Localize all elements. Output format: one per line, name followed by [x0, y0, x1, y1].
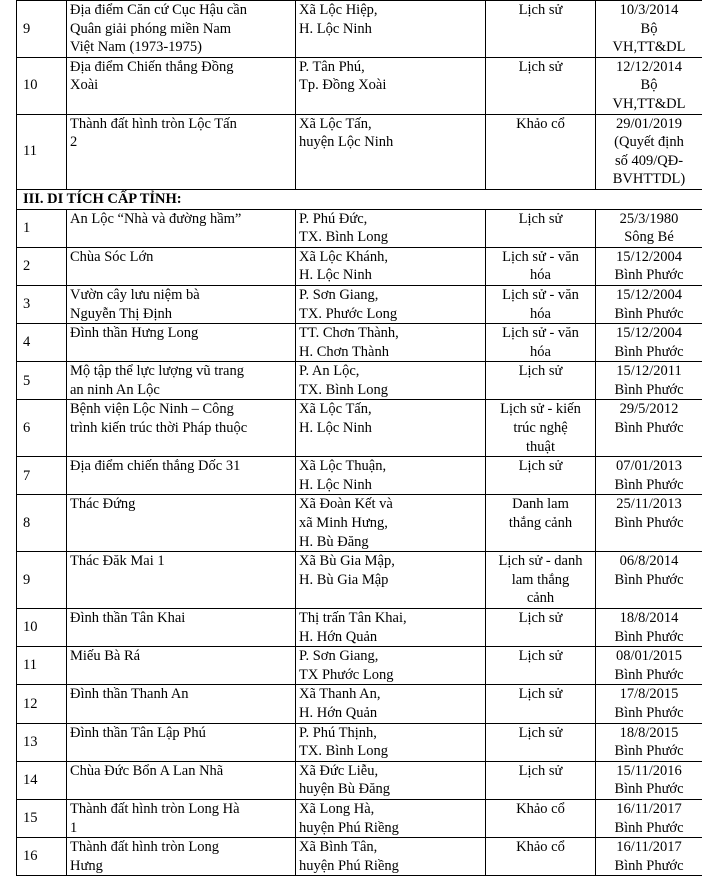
- row-number-text: 6: [23, 419, 63, 438]
- site-name-text: Bệnh viện Lộc Ninh – Công trình kiến trúc thời Pháp thuộc: [70, 400, 292, 437]
- row-number: [17, 838, 67, 876]
- recognition-date-text: 16/11/2017 Bình Phước: [599, 838, 699, 875]
- site-location-text: Xã Bù Gia Mập, H. Bù Gia Mập: [299, 552, 482, 589]
- site-location: [296, 209, 486, 247]
- table-row: [17, 324, 702, 362]
- site-name: [67, 400, 296, 457]
- site-type-text: Khảo cổ: [489, 838, 592, 857]
- provincial-section-header: [17, 189, 702, 209]
- table-row: [17, 723, 702, 761]
- site-name-text: Địa điểm chiến thắng Dốc 31: [70, 457, 292, 476]
- site-type: [486, 362, 596, 400]
- site-location: [296, 457, 486, 495]
- site-location: [296, 647, 486, 685]
- site-location: [296, 1, 486, 58]
- row-number: [17, 457, 67, 495]
- table-row: [17, 114, 702, 189]
- site-name: [67, 552, 296, 609]
- site-name: [67, 457, 296, 495]
- recognition-date: [596, 761, 702, 799]
- recognition-date-text: 15/11/2016 Bình Phước: [599, 762, 699, 799]
- site-location-text: Thị trấn Tân Khai, H. Hớn Quản: [299, 609, 482, 646]
- row-number: [17, 247, 67, 285]
- site-location-text: Xã Lộc Khánh, H. Lộc Ninh: [299, 248, 482, 285]
- national-rows: [17, 1, 702, 190]
- site-type: [486, 457, 596, 495]
- recognition-date-text: 25/3/1980 Sông Bé: [599, 210, 699, 247]
- site-location: [296, 324, 486, 362]
- site-type: [486, 247, 596, 285]
- row-number: [17, 362, 67, 400]
- site-type: [486, 552, 596, 609]
- site-location: [296, 609, 486, 647]
- recognition-date: [596, 609, 702, 647]
- site-location: [296, 552, 486, 609]
- table-row: [17, 57, 702, 114]
- site-name: [67, 1, 296, 58]
- recognition-date: [596, 723, 702, 761]
- recognition-date: [596, 647, 702, 685]
- site-type-text: Lịch sử: [489, 362, 592, 381]
- site-location-text: Xã Lộc Hiệp, H. Lộc Ninh: [299, 1, 482, 38]
- row-number-text: 15: [23, 809, 63, 828]
- recognition-date: [596, 209, 702, 247]
- site-name-text: An Lộc “Nhà và đường hầm”: [70, 210, 292, 229]
- site-location-text: P. Tân Phú, Tp. Đồng Xoài: [299, 58, 482, 95]
- site-name-text: Đình thần Thanh An: [70, 685, 292, 704]
- site-type-text: Lịch sử: [489, 58, 592, 77]
- site-name-text: Thành đất hình tròn Lộc Tấn 2: [70, 115, 292, 152]
- site-location: [296, 247, 486, 285]
- recognition-date-text: 29/01/2019 (Quyết định số 409/QĐ- BVHTTDL): [599, 115, 699, 189]
- site-type-text: Lịch sử: [489, 647, 592, 666]
- site-type-text: Lịch sử: [489, 762, 592, 781]
- site-type: [486, 799, 596, 837]
- site-name-text: Thành đất hình tròn Long Hưng: [70, 838, 292, 875]
- row-number-text: 14: [23, 771, 63, 790]
- site-type-text: Lịch sử - văn hóa: [489, 324, 592, 361]
- site-name: [67, 838, 296, 876]
- recognition-date-text: 07/01/2013 Bình Phước: [599, 457, 699, 494]
- site-type-text: Lịch sử - danh lam thắng cảnh: [489, 552, 592, 608]
- site-type-text: Lịch sử - văn hóa: [489, 248, 592, 285]
- site-name-text: Thác Đăk Mai 1: [70, 552, 292, 571]
- row-number: [17, 1, 67, 58]
- recognition-date-text: 12/12/2014 Bộ VH,TT&DL: [599, 58, 699, 114]
- site-type: [486, 114, 596, 189]
- site-location: [296, 285, 486, 323]
- recognition-date-text: 18/8/2014 Bình Phước: [599, 609, 699, 646]
- site-name: [67, 209, 296, 247]
- site-name: [67, 799, 296, 837]
- provincial-rows: [17, 209, 702, 876]
- site-location-text: Xã Lộc Thuận, H. Lộc Ninh: [299, 457, 482, 494]
- row-number-text: 16: [23, 847, 63, 866]
- row-number-text: 5: [23, 372, 63, 391]
- site-location-text: Xã Bình Tân, huyện Phú Riềng: [299, 838, 482, 875]
- site-location-text: Xã Đoàn Kết và xã Minh Hưng, H. Bù Đăng: [299, 495, 482, 551]
- row-number-text: 4: [23, 333, 63, 352]
- row-number-text: 1: [23, 219, 63, 238]
- site-name: [67, 647, 296, 685]
- row-number-text: 9: [23, 571, 63, 590]
- row-number-text: 11: [23, 656, 63, 675]
- site-type: [486, 685, 596, 723]
- site-location: [296, 57, 486, 114]
- row-number: [17, 285, 67, 323]
- site-type: [486, 57, 596, 114]
- row-number-text: 9: [23, 20, 63, 39]
- recognition-date-text: 15/12/2004 Bình Phước: [599, 248, 699, 285]
- recognition-date-text: 08/01/2015 Bình Phước: [599, 647, 699, 684]
- site-location: [296, 838, 486, 876]
- recognition-date: [596, 799, 702, 837]
- row-number: [17, 324, 67, 362]
- row-number-text: 3: [23, 295, 63, 314]
- recognition-date-text: 16/11/2017 Bình Phước: [599, 800, 699, 837]
- site-location: [296, 114, 486, 189]
- site-name: [67, 114, 296, 189]
- row-number: [17, 685, 67, 723]
- site-type-text: Khảo cổ: [489, 800, 592, 819]
- recognition-date-text: 18/8/2015 Bình Phước: [599, 724, 699, 761]
- site-type-text: Lịch sử: [489, 457, 592, 476]
- table-row: [17, 838, 702, 876]
- site-location: [296, 799, 486, 837]
- site-type-text: Lịch sử: [489, 724, 592, 743]
- table-row: [17, 1, 702, 58]
- site-location: [296, 723, 486, 761]
- recognition-date: [596, 285, 702, 323]
- section-row: [17, 189, 702, 209]
- site-location-text: Xã Lộc Tấn, H. Lộc Ninh: [299, 400, 482, 437]
- site-name: [67, 495, 296, 552]
- recognition-date: [596, 1, 702, 58]
- site-type: [486, 838, 596, 876]
- row-number: [17, 209, 67, 247]
- site-type-text: Lịch sử - văn hóa: [489, 286, 592, 323]
- site-type: [486, 324, 596, 362]
- site-name-text: Vườn cây lưu niệm bà Nguyễn Thị Định: [70, 286, 292, 323]
- row-number: [17, 799, 67, 837]
- site-name: [67, 362, 296, 400]
- row-number: [17, 647, 67, 685]
- site-location: [296, 400, 486, 457]
- recognition-date: [596, 362, 702, 400]
- table-row: [17, 685, 702, 723]
- recognition-date-text: 15/12/2004 Bình Phước: [599, 286, 699, 323]
- site-location: [296, 761, 486, 799]
- site-name-text: Đình thần Tân Khai: [70, 609, 292, 628]
- site-type: [486, 647, 596, 685]
- recognition-date: [596, 400, 702, 457]
- site-type: [486, 609, 596, 647]
- table-row: [17, 247, 702, 285]
- row-number: [17, 609, 67, 647]
- site-location-text: P. An Lộc, TX. Bình Long: [299, 362, 482, 399]
- site-location: [296, 495, 486, 552]
- table-row: [17, 400, 702, 457]
- row-number: [17, 723, 67, 761]
- site-location-text: Xã Thanh An, H. Hớn Quản: [299, 685, 482, 722]
- site-name-text: Địa điểm Căn cứ Cục Hậu cần Quân giải phóng miền Nam Việt Nam (1973-1975): [70, 1, 292, 57]
- site-location-text: Xã Lộc Tấn, huyện Lộc Ninh: [299, 115, 482, 152]
- recognition-date-text: 29/5/2012 Bình Phước: [599, 400, 699, 437]
- site-type-text: Lịch sử: [489, 1, 592, 20]
- row-number-text: 7: [23, 467, 63, 486]
- site-name: [67, 761, 296, 799]
- site-name: [67, 685, 296, 723]
- recognition-date: [596, 114, 702, 189]
- heritage-table: [16, 0, 702, 876]
- site-type: [486, 400, 596, 457]
- recognition-date-text: 10/3/2014 Bộ VH,TT&DL: [599, 1, 699, 57]
- site-type-text: Lịch sử: [489, 609, 592, 628]
- table-row: [17, 647, 702, 685]
- row-number: [17, 114, 67, 189]
- site-name-text: Thác Đứng: [70, 495, 292, 514]
- site-name: [67, 324, 296, 362]
- table-row: [17, 362, 702, 400]
- site-name-text: Địa điểm Chiến thắng Đồng Xoài: [70, 58, 292, 95]
- row-number-text: 8: [23, 514, 63, 533]
- site-name-text: Chùa Đức Bổn A Lan Nhã: [70, 762, 292, 781]
- site-type-text: Lịch sử: [489, 210, 592, 229]
- site-location: [296, 362, 486, 400]
- site-name: [67, 247, 296, 285]
- site-type: [486, 1, 596, 58]
- row-number-text: 10: [23, 76, 63, 95]
- recognition-date: [596, 685, 702, 723]
- site-name: [67, 285, 296, 323]
- site-type: [486, 723, 596, 761]
- site-location-text: P. Phú Đức, TX. Bình Long: [299, 210, 482, 247]
- site-location-text: P. Phú Thịnh, TX. Bình Long: [299, 724, 482, 761]
- recognition-date: [596, 552, 702, 609]
- row-number-text: 13: [23, 733, 63, 752]
- recognition-date: [596, 495, 702, 552]
- site-name-text: Đình thần Hưng Long: [70, 324, 292, 343]
- row-number: [17, 761, 67, 799]
- table-row: [17, 209, 702, 247]
- site-type-text: Lịch sử - kiến trúc nghệ thuật: [489, 400, 592, 456]
- table-row: [17, 799, 702, 837]
- site-name: [67, 57, 296, 114]
- section-title: III. DI TÍCH CẤP TỈNH:: [17, 189, 702, 209]
- site-type-text: Danh lam thắng cảnh: [489, 495, 592, 532]
- site-name: [67, 609, 296, 647]
- row-number-text: 12: [23, 695, 63, 714]
- table-row: [17, 495, 702, 552]
- recognition-date: [596, 324, 702, 362]
- recognition-date-text: 15/12/2011 Bình Phước: [599, 362, 699, 399]
- site-type: [486, 209, 596, 247]
- recognition-date-text: 06/8/2014 Bình Phước: [599, 552, 699, 589]
- table-row: [17, 457, 702, 495]
- table-row: [17, 285, 702, 323]
- site-location-text: Xã Long Hà, huyện Phú Riềng: [299, 800, 482, 837]
- table-row: [17, 609, 702, 647]
- recognition-date: [596, 838, 702, 876]
- site-location-text: P. Sơn Giang, TX. Phước Long: [299, 286, 482, 323]
- row-number-text: 11: [23, 142, 63, 161]
- site-name: [67, 723, 296, 761]
- row-number: [17, 57, 67, 114]
- site-type-text: Lịch sử: [489, 685, 592, 704]
- site-name-text: Miếu Bà Rá: [70, 647, 292, 666]
- site-type: [486, 285, 596, 323]
- table-row: [17, 552, 702, 609]
- recognition-date-text: 17/8/2015 Bình Phước: [599, 685, 699, 722]
- row-number: [17, 495, 67, 552]
- site-name-text: Mộ tập thể lực lượng vũ trang an ninh An Lộc: [70, 362, 292, 399]
- recognition-date-text: 25/11/2013 Bình Phước: [599, 495, 699, 532]
- recognition-date: [596, 247, 702, 285]
- row-number: [17, 552, 67, 609]
- site-location: [296, 685, 486, 723]
- site-name-text: Thành đất hình tròn Long Hà 1: [70, 800, 292, 837]
- recognition-date-text: 15/12/2004 Bình Phước: [599, 324, 699, 361]
- row-number-text: 10: [23, 618, 63, 637]
- site-type-text: Khảo cổ: [489, 115, 592, 134]
- site-name-text: Chùa Sóc Lớn: [70, 248, 292, 267]
- site-location-text: Xã Đức Liễu, huyện Bù Đăng: [299, 762, 482, 799]
- table-row: [17, 761, 702, 799]
- site-type: [486, 495, 596, 552]
- site-name-text: Đình thần Tân Lập Phú: [70, 724, 292, 743]
- row-number: [17, 400, 67, 457]
- site-location-text: P. Sơn Giang, TX Phước Long: [299, 647, 482, 684]
- recognition-date: [596, 57, 702, 114]
- site-location-text: TT. Chơn Thành, H. Chơn Thành: [299, 324, 482, 361]
- site-type: [486, 761, 596, 799]
- row-number-text: 2: [23, 257, 63, 276]
- recognition-date: [596, 457, 702, 495]
